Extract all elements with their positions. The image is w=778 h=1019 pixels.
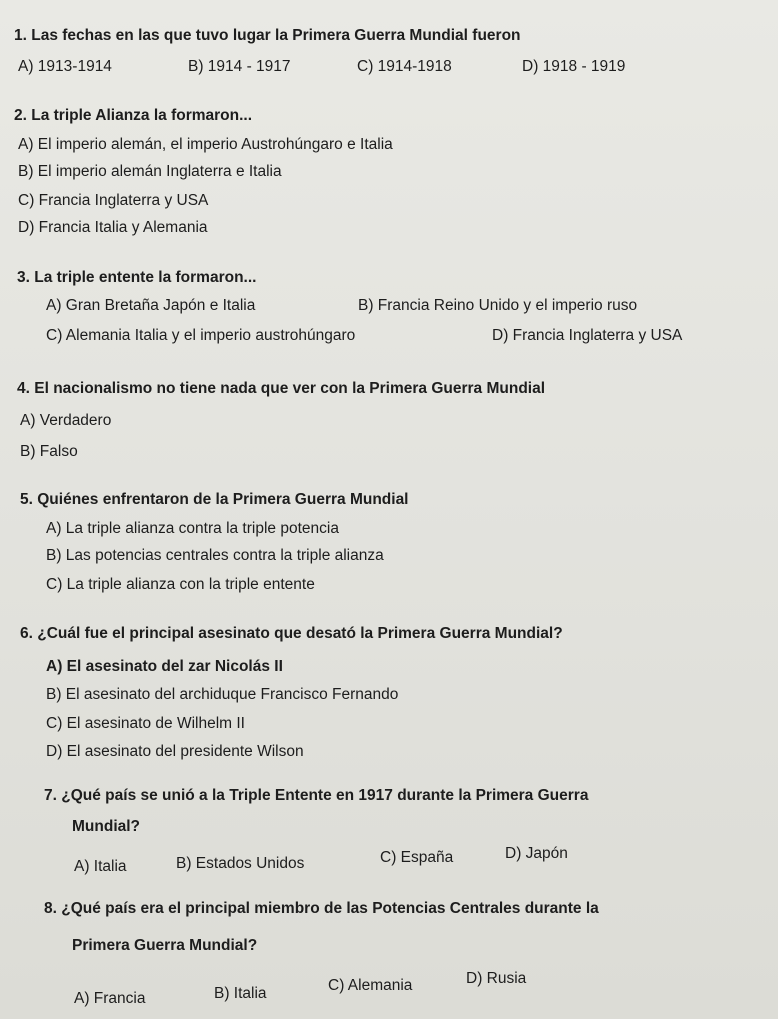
q7-option-b: B) Estados Unidos xyxy=(176,855,305,872)
question-7-title: 7. ¿Qué país se unió a la Triple Entente en 1917 durante la Primera Guerra xyxy=(44,787,589,804)
q2-option-a: A) El imperio alemán, el imperio Austrohúngaro e Italia xyxy=(18,136,393,153)
q4-option-b: B) Falso xyxy=(20,443,78,460)
question-7-title-cont: Mundial? xyxy=(72,818,141,835)
q4-option-a: A) Verdadero xyxy=(20,412,112,429)
q6-option-b: B) El asesinato del archiduque Francisco Fernando xyxy=(46,686,399,703)
q2-option-b: B) El imperio alemán Inglaterra e Italia xyxy=(18,163,282,180)
q5-option-b: B) Las potencias centrales contra la triple alianza xyxy=(46,547,384,564)
question-8-title: 8. ¿Qué país era el principal miembro de las Potencias Centrales durante la xyxy=(44,900,599,917)
q7-option-a: A) Italia xyxy=(74,858,127,875)
question-2-title: 2. La triple Alianza la formaron... xyxy=(14,107,253,124)
q1-option-d: D) 1918 - 1919 xyxy=(522,58,626,75)
q3-option-d: D) Francia Inglaterra y USA xyxy=(492,327,683,344)
question-5-title: 5. Quiénes enfrentaron de la Primera Guerra Mundial xyxy=(20,491,409,508)
q8-option-d: D) Rusia xyxy=(466,970,527,987)
question-4-title: 4. El nacionalismo no tiene nada que ver con la Primera Guerra Mundial xyxy=(17,380,546,397)
q3-option-c: C) Alemania Italia y el imperio austrohúngaro xyxy=(46,327,356,344)
q5-option-c: C) La triple alianza con la triple entente xyxy=(46,576,315,593)
q8-option-a: A) Francia xyxy=(74,990,146,1007)
question-8-title-cont: Primera Guerra Mundial? xyxy=(72,937,258,954)
question-3-title: 3. La triple entente la formaron... xyxy=(17,269,257,286)
q2-option-d: D) Francia Italia y Alemania xyxy=(18,219,208,236)
q5-option-a: A) La triple alianza contra la triple potencia xyxy=(46,520,339,537)
q7-option-c: C) España xyxy=(380,849,454,866)
q6-option-d: D) El asesinato del presidente Wilson xyxy=(46,743,304,760)
q7-option-d: D) Japón xyxy=(505,845,568,862)
q8-option-c: C) Alemania xyxy=(328,977,413,994)
q8-option-b: B) Italia xyxy=(214,985,267,1002)
question-6-title: 6. ¿Cuál fue el principal asesinato que desató la Primera Guerra Mundial? xyxy=(20,625,563,642)
q2-option-c: C) Francia Inglaterra y USA xyxy=(18,192,209,209)
q6-option-a: A) El asesinato del zar Nicolás II xyxy=(46,658,283,675)
q3-option-b: B) Francia Reino Unido y el imperio ruso xyxy=(358,297,638,314)
q6-option-c: C) El asesinato de Wilhelm II xyxy=(46,715,245,732)
q1-option-c: C) 1914-1918 xyxy=(357,58,452,75)
question-1-title: 1. Las fechas en las que tuvo lugar la Primera Guerra Mundial fueron xyxy=(14,27,521,44)
q3-option-a: A) Gran Bretaña Japón e Italia xyxy=(46,297,256,314)
q1-option-b: B) 1914 - 1917 xyxy=(188,58,291,75)
q1-option-a: A) 1913-1914 xyxy=(18,58,112,75)
